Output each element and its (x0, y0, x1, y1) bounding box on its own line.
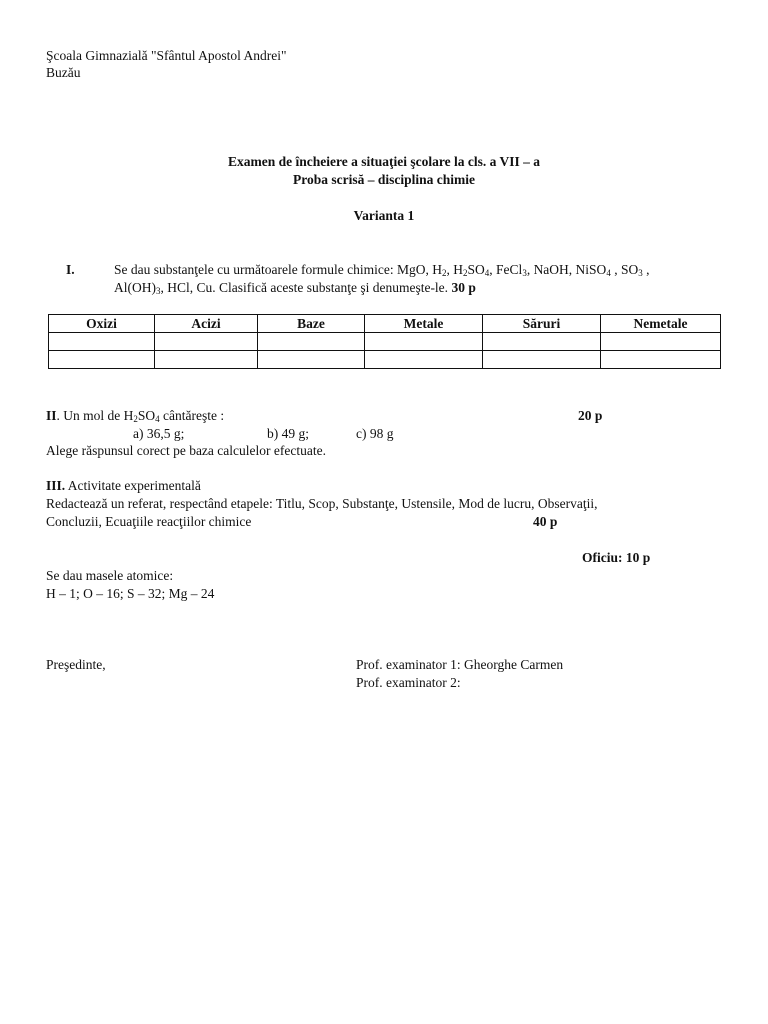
table-cell[interactable] (155, 333, 258, 351)
table-row (49, 351, 721, 369)
table-cell[interactable] (49, 333, 155, 351)
examiner-1: Prof. examinator 1: Gheorghe Carmen (356, 657, 564, 672)
school-name: Şcoala Gimnazială "Sfântul Apostol Andrei" (46, 48, 287, 63)
question-3-text-line1: Redactează un referat, respectând etapele: Titlu, Scop, Substanţe, Ustensile, Mod de lucru, Observaţii, (46, 496, 598, 511)
column-header-saruri: Săruri (483, 315, 601, 333)
exam-subtitle: Proba scrisă – disciplina chimie (292, 172, 475, 187)
question-1-points: 30 p (451, 280, 476, 295)
question-2-number: II (46, 408, 57, 423)
table-cell[interactable] (155, 351, 258, 369)
question-2-instruction: Alege răspunsul corect pe baza calculelor efectuate. (46, 443, 326, 458)
question-2-intro: II. Un mol de $H_2SO_4$ cântăreşte : (46, 408, 225, 424)
table-cell[interactable] (601, 333, 721, 351)
school-city: Buzău (46, 65, 81, 80)
table-cell[interactable] (483, 351, 601, 369)
answer-option-a: a) 36,5 g; (133, 426, 185, 441)
column-header-baze: Baze (258, 315, 365, 333)
question-1-text-line1: Se dau substanţele cu următoarele formule chimice: MgO, $H_2$, $H_2SO_4$, FeCl$_3$, NaOH, NiSO$_4$ , $SO_3$ , (114, 262, 650, 278)
answer-option-b: b) 49 g; (267, 426, 309, 441)
classification-table (48, 314, 721, 369)
question-1-text-line2: $Al(OH)_3$, HCl, Cu. Clasifică aceste substanţe şi denumeşte-le. 30 p (114, 280, 476, 296)
table-header-row (49, 315, 721, 333)
exam-variant: Varianta 1 (353, 208, 415, 223)
exam-title: Examen de încheiere a situaţiei şcolare la cls. a VII – a (228, 154, 540, 169)
question-1-number: I. (66, 262, 75, 277)
column-header-metale: Metale (365, 315, 483, 333)
table-cell[interactable] (601, 351, 721, 369)
question-3-points: 40 p (533, 514, 558, 529)
question-3-number: III. (46, 478, 66, 493)
answer-option-c: c) 98 g (356, 426, 394, 441)
atomic-masses-label: Se dau masele atomice: (46, 568, 174, 583)
table-row (49, 333, 721, 351)
column-header-acizi: Acizi (155, 315, 258, 333)
question-3-text-line2: Concluzii, Ecuaţiile reacţiilor chimice (46, 514, 252, 529)
examiner-2: Prof. examinator 2: (356, 675, 461, 690)
oficiu-points: Oficiu: 10 p (582, 550, 651, 565)
column-header-oxizi: Oxizi (49, 315, 155, 333)
table-cell[interactable] (483, 333, 601, 351)
question-3-heading: III. Activitate experimentală (46, 478, 201, 493)
table-cell[interactable] (258, 333, 365, 351)
president-signature: Preşedinte, (46, 657, 106, 672)
table-cell[interactable] (49, 351, 155, 369)
question-2-points: 20 p (578, 408, 603, 423)
table-cell[interactable] (258, 351, 365, 369)
table-cell[interactable] (365, 351, 483, 369)
column-header-nemetale: Nemetale (601, 315, 721, 333)
atomic-masses-values: H – 1; O – 16; S – 32; Mg – 24 (46, 586, 215, 601)
table-cell[interactable] (365, 333, 483, 351)
